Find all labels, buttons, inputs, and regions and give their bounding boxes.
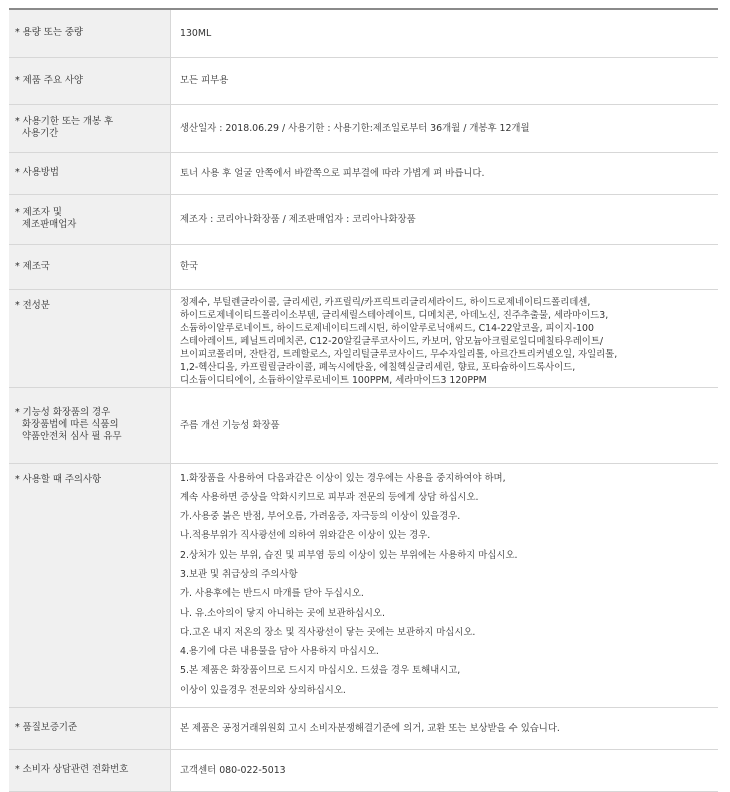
ingredients-line: 하이드로제네이티드폴리이소부텐, 글리세릴스테아레이트, 디메치콘, 아데노신, 진주추출물, 세라마이드3, <box>180 309 609 321</box>
caution-line: 나. 유.소아의이 닿지 아니하는 곳에 보관하십시오. <box>180 607 385 619</box>
caution-line: 5.본 제품은 화장품이므로 드시지 마십시오. 드셨을 경우 토해내시고, <box>180 665 461 677</box>
caution-line: 계속 사용하면 증상을 악화시키므로 피부과 전문의 등에게 상담 하십시오. <box>180 491 479 503</box>
table-row <box>9 194 718 244</box>
row-label-country <box>9 244 171 289</box>
ingredients-line: 디소듐이디티에이, 소듐하이알루로네이트 100PPM, 세라마이드3 120PPM <box>180 374 487 386</box>
value-text: 모든 피부용 <box>180 75 229 86</box>
label-line: * 소비자 상담관련 전화번호 <box>15 764 129 775</box>
product-info-sheet <box>9 8 718 792</box>
row-label-contact <box>9 749 171 791</box>
label-line: * 전성분 <box>15 299 50 311</box>
value-text: 제조자 : 코리아나화장품 / 제조판매업자 : 코리아나화장품 <box>180 213 416 225</box>
row-value-ingredients <box>171 289 719 387</box>
row-value-quality <box>171 707 719 749</box>
product-info-table <box>9 10 718 792</box>
row-value-usage <box>171 152 719 194</box>
value-text: 토너 사용 후 얼굴 안쪽에서 바깥쪽으로 피부결에 따라 가볍게 펴 바릅니다. <box>180 167 485 179</box>
ingredients-line: 스테아레이트, 페닐트리메치콘, C12-20알킬글루코사이드, 카보머, 암모늄아크릴로일디메칠타우레이트/ <box>180 335 604 347</box>
row-label-usage <box>9 152 171 194</box>
row-label-spec <box>9 57 171 104</box>
label-line: * 사용할 때 주의사항 <box>15 473 102 485</box>
label-line: * 제조자 및 <box>15 207 62 218</box>
label-line: * 용량 또는 중량 <box>15 27 83 39</box>
table-row <box>9 244 718 289</box>
caution-line: 다.고온 내지 저온의 장소 및 직사광선이 닿는 곳에는 보관하지 마십시오. <box>180 626 476 638</box>
caution-line: 가.사용중 붉은 반점, 부어오름, 가려움증, 자극등의 이상이 있을경우. <box>180 511 461 523</box>
caution-line: 1.화장품을 사용하여 다음과같은 이상이 있는 경우에는 사용을 중지하여야 하며, <box>180 472 506 484</box>
table-row <box>9 152 718 194</box>
row-value-volume <box>171 10 719 57</box>
row-label-volume <box>9 10 171 57</box>
table-row <box>9 104 718 152</box>
row-label-expiry <box>9 104 171 152</box>
ingredients-line: 정제수, 부틸렌글라이콜, 글리세린, 카프릴릭/카프릭트리글리세라이드, 하이드로제네이티드폴리데센, <box>180 296 591 308</box>
label-line: * 사용기한 또는 개봉 후 <box>15 116 114 127</box>
caution-line: 이상이 있을경우 전문의와 상의하십시오. <box>180 684 346 696</box>
row-value-country <box>171 244 719 289</box>
row-label-manufacturer <box>9 194 171 244</box>
value-text: 생산일자 : 2018.06.29 / 사용기한 : 사용기한:제조일로부터 36개월 / 개봉후 12개월 <box>180 122 530 134</box>
row-value-spec <box>171 57 719 104</box>
table-row <box>9 10 718 57</box>
label-line: 사용기간 <box>22 128 59 139</box>
value-text: 130ML <box>180 27 212 39</box>
row-value-caution <box>171 463 719 707</box>
value-text: 주름 개선 기능성 화장품 <box>180 419 280 431</box>
row-value-functional <box>171 387 719 463</box>
row-label-functional <box>9 387 171 463</box>
row-label-quality <box>9 707 171 749</box>
ingredients-line: 소듐하이알루로네이트, 하이드로제네이티드레시틴, 하이알루로닉애씨드, C14-22알코올, 피이지-100 <box>180 322 594 334</box>
label-line: * 제품 주요 사양 <box>15 74 83 86</box>
caution-line: 2.상처가 있는 부위, 습진 및 피부염 등의 이상이 있는 부위에는 사용하지 마십시오. <box>180 549 518 561</box>
label-line: * 품질보증기준 <box>15 722 78 733</box>
caution-line: 3.보관 및 취급상의 주의사항 <box>180 568 298 580</box>
caution-line: 가. 사용후에는 반드시 마개를 닫아 두십시오. <box>180 588 364 600</box>
table-row <box>9 749 718 791</box>
ingredients-line: 브이피코폴리머, 잔탄검, 트레할로스, 자일리틸글루코사이드, 무수자일리톨, 아르간트리커넬오일, 자일리톨, <box>180 348 618 360</box>
contact-phone: 고객센터 080-022-5013 <box>180 764 286 776</box>
row-value-expiry <box>171 104 719 152</box>
label-line: * 사용방법 <box>15 167 59 178</box>
row-label-caution <box>9 463 171 707</box>
row-label-ingredients <box>9 289 171 387</box>
table-row <box>9 289 718 387</box>
caution-line: 4.용기에 다른 내용물을 담아 사용하지 마십시오. <box>180 646 379 658</box>
label-line: 제조판매업자 <box>22 219 77 230</box>
table-row <box>9 387 718 463</box>
label-line: 약품안전처 심사 필 유무 <box>22 431 122 442</box>
label-line: 화장품법에 따른 식품의 <box>22 419 119 430</box>
value-text: 한국 <box>180 261 199 272</box>
ingredients-line: 1,2-헥산디올, 카프릴릴글라이콜, 폐녹시에탄올, 에칠헥실글리세린, 향료, 포타슘하이드록사이드, <box>180 361 576 373</box>
label-line: * 제조국 <box>15 260 50 272</box>
caution-line: 나.적용부위가 직사광선에 의하여 위와같은 이상이 있는 경우. <box>180 530 431 542</box>
row-value-contact <box>171 749 719 791</box>
table-row <box>9 57 718 104</box>
table-row <box>9 463 718 707</box>
row-value-manufacturer <box>171 194 719 244</box>
table-row <box>9 707 718 749</box>
value-text: 본 제품은 공정거래위원회 고시 소비자분쟁해결기준에 의거, 교환 또는 보상받을 수 있습니다. <box>180 722 560 734</box>
label-line: * 기능성 화장품의 경우 <box>15 407 111 418</box>
